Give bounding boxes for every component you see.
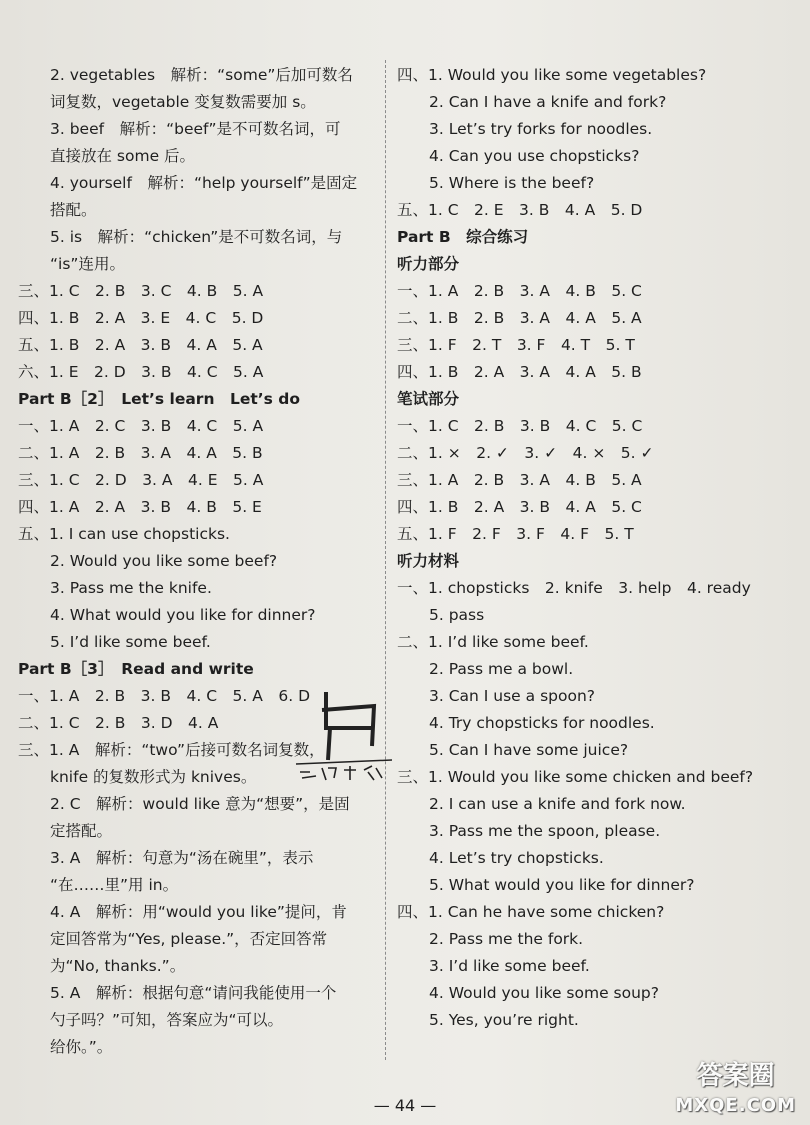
answer-line: 为“No, thanks.”。 bbox=[50, 957, 186, 975]
answer-line: 2. C 解析：would like 意为“想要”，是固 bbox=[50, 795, 350, 813]
answer-line: 词复数，vegetable 变复数需要加 s。 bbox=[50, 93, 316, 111]
section-heading: Part B 综合练习 bbox=[397, 228, 529, 246]
answer-line: 2. Can I have a knife and fork? bbox=[429, 93, 667, 111]
answer-line: 勺子吗？”可知，答案应为“可以。 bbox=[50, 1011, 284, 1029]
answer-line: 三、1. A 2. B 3. A 4. B 5. A bbox=[397, 471, 642, 489]
answer-line: 4. Can you use chopsticks? bbox=[429, 147, 640, 165]
left-column bbox=[18, 62, 378, 1061]
answer-line: 3. Pass me the spoon, please. bbox=[429, 822, 661, 840]
answer-line: 定回答常为“Yes, please.”，否定回答常 bbox=[50, 930, 328, 948]
answer-line: 5. pass bbox=[429, 606, 485, 624]
answer-line: 4. yourself 解析：“help yourself”是固定 bbox=[50, 174, 358, 192]
answer-line: 5. A 解析：根据句意“请问我能使用一个 bbox=[50, 984, 337, 1002]
answer-line: “在……里”用 in。 bbox=[50, 876, 179, 894]
answer-line: 2. Would you like some beef? bbox=[50, 552, 278, 570]
answer-line: 定搭配。 bbox=[50, 822, 113, 840]
section-heading: Part B［2］ Let’s learn Let’s do bbox=[18, 390, 301, 408]
answer-line: 4. Would you like some soup? bbox=[429, 984, 659, 1002]
section-heading: 听力材料 bbox=[397, 552, 460, 570]
answer-line: 4. Try chopsticks for noodles. bbox=[429, 714, 655, 732]
answer-line: 二、1. I’d like some beef. bbox=[397, 633, 589, 651]
answer-line: 二、1. B 2. B 3. A 4. A 5. A bbox=[397, 309, 642, 327]
answer-line: 5. What would you like for dinner? bbox=[429, 876, 695, 894]
answer-line: 五、1. I can use chopsticks. bbox=[18, 525, 230, 543]
answer-line: 5. I’d like some beef. bbox=[50, 633, 211, 651]
section-heading: 听力部分 bbox=[397, 255, 460, 273]
answer-line: 5. Yes, you’re right. bbox=[429, 1011, 579, 1029]
answer-line: 2. Pass me the fork. bbox=[429, 930, 584, 948]
answer-line: 三、1. Would you like some chicken and beef? bbox=[397, 768, 754, 786]
answer-line: 3. I’d like some beef. bbox=[429, 957, 590, 975]
answer-line: 四、1. B 2. A 3. A 4. A 5. B bbox=[397, 363, 642, 381]
answer-line: 3. Let’s try forks for noodles. bbox=[429, 120, 653, 138]
page-number: — 44 — bbox=[373, 1096, 437, 1115]
watermark-logo: 答案圈 MXQE.COM bbox=[675, 1061, 796, 1116]
answer-line: 五、1. B 2. A 3. B 4. A 5. A bbox=[18, 336, 263, 354]
answer-line: 3. Can I use a spoon? bbox=[429, 687, 596, 705]
answer-line: 六、1. E 2. D 3. B 4. C 5. A bbox=[18, 363, 264, 381]
answer-line: 四、1. B 2. A 3. B 4. A 5. C bbox=[397, 498, 642, 516]
answer-line: 5. Can I have some juice? bbox=[429, 741, 629, 759]
answer-line: 5. is 解析：“chicken”是不可数名词，与 bbox=[50, 228, 343, 246]
answer-line: 三、1. C 2. B 3. C 4. B 5. A bbox=[18, 282, 264, 300]
answer-line: 一、1. A 2. B 3. A 4. B 5. C bbox=[397, 282, 642, 300]
answer-line: knife 的复数形式为 knives。 bbox=[50, 768, 257, 786]
answer-line: 一、1. A 2. B 3. B 4. C 5. A 6. D bbox=[18, 687, 311, 705]
answer-line: 三、1. A 解析：“two”后接可数名词复数， bbox=[18, 741, 325, 759]
answer-line: 3. Pass me the knife. bbox=[50, 579, 212, 597]
section-heading: 笔试部分 bbox=[397, 390, 460, 408]
handwritten-mark bbox=[292, 688, 402, 783]
answer-line: 4. What would you like for dinner? bbox=[50, 606, 316, 624]
answer-line: 五、1. F 2. F 3. F 4. F 5. T bbox=[397, 525, 634, 543]
answer-line: 3. A 解析：句意为“汤在碗里”，表示 bbox=[50, 849, 314, 867]
answer-line: 4. A 解析：用“would you like”提问，肯 bbox=[50, 903, 347, 921]
answer-line: 5. Where is the beef? bbox=[429, 174, 595, 192]
answer-line: 四、1. B 2. A 3. E 4. C 5. D bbox=[18, 309, 264, 327]
answer-line: 三、1. F 2. T 3. F 4. T 5. T bbox=[397, 336, 635, 354]
answer-line: 3. beef 解析：“beef”是不可数名词，可 bbox=[50, 120, 341, 138]
answer-line: 二、1. A 2. B 3. A 4. A 5. B bbox=[18, 444, 263, 462]
answer-line: “is”连用。 bbox=[50, 255, 125, 273]
answer-line: 二、1. C 2. B 3. D 4. A bbox=[18, 714, 219, 732]
answer-line: 三、1. C 2. D 3. A 4. E 5. A bbox=[18, 471, 264, 489]
answer-line: 四、1. Would you like some vegetables? bbox=[397, 66, 707, 84]
answer-line: 给你。”。 bbox=[50, 1038, 113, 1056]
answer-line: 一、1. chopsticks 2. knife 3. help 4. ready bbox=[397, 579, 751, 597]
answer-line: 直接放在 some 后。 bbox=[50, 147, 196, 165]
answer-line: 四、1. A 2. A 3. B 4. B 5. E bbox=[18, 498, 262, 516]
answer-line: 二、1. × 2. ✓ 3. ✓ 4. × 5. ✓ bbox=[397, 444, 654, 462]
answer-line: 2. I can use a knife and fork now. bbox=[429, 795, 686, 813]
answer-line: 一、1. A 2. C 3. B 4. C 5. A bbox=[18, 417, 264, 435]
answer-line: 4. Let’s try chopsticks. bbox=[429, 849, 604, 867]
right-column bbox=[397, 62, 792, 1034]
answer-line: 一、1. C 2. B 3. B 4. C 5. C bbox=[397, 417, 643, 435]
answer-line: 2. Pass me a bowl. bbox=[429, 660, 574, 678]
column-divider bbox=[385, 60, 386, 1060]
answer-line: 四、1. Can he have some chicken? bbox=[397, 903, 665, 921]
section-heading: Part B［3］ Read and write bbox=[18, 660, 254, 678]
answer-line: 2. vegetables 解析：“some”后加可数名 bbox=[50, 66, 353, 84]
answer-line: 五、1. C 2. E 3. B 4. A 5. D bbox=[397, 201, 643, 219]
answer-line: 搭配。 bbox=[50, 201, 97, 219]
